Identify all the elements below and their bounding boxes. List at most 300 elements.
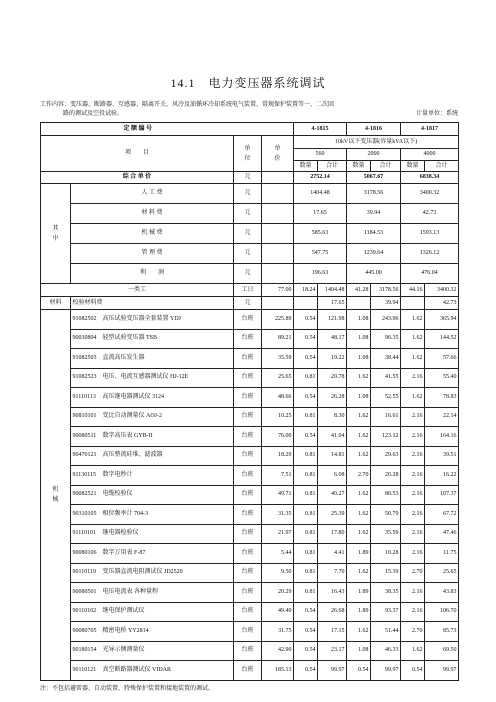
breakdown-value: 547.75 xyxy=(294,244,347,264)
machine-item xyxy=(71,602,234,622)
machine-name: 精密电桥 YY2814 xyxy=(102,627,149,634)
breakdown-group-label-text: 其中 xyxy=(52,225,59,242)
machine-price: 225.89 xyxy=(262,310,294,330)
machine-qty: 1.08 xyxy=(347,641,371,661)
summary-unit: 元 xyxy=(234,172,262,184)
breakdown-row xyxy=(41,244,459,264)
machine-price: 9.50 xyxy=(262,563,294,583)
machinery-group-label-text: 机械 xyxy=(52,486,59,503)
machine-name: 电缆校验仪 xyxy=(102,491,133,498)
machine-total: 26.28 xyxy=(318,388,347,408)
machine-price: 185.13 xyxy=(262,661,294,681)
machine-qty: 2.70 xyxy=(401,563,425,583)
machine-qty: 0.54 xyxy=(347,661,371,681)
machine-total: 10.28 xyxy=(371,544,401,564)
machine-name: 光导示侧测量仪 xyxy=(102,647,145,654)
machine-name: 轻型试验变压器 TSB xyxy=(102,335,158,342)
summary-value-2: 5067.67 xyxy=(347,172,401,184)
machine-qty: 1.62 xyxy=(401,388,425,408)
machine-qty: 2.16 xyxy=(401,368,425,388)
quota-code-3: 4-1817 xyxy=(401,123,459,136)
machine-total: 85.73 xyxy=(425,622,459,642)
machine-total: 80.53 xyxy=(371,485,401,505)
machine-qty: 2.70 xyxy=(401,622,425,642)
machine-item xyxy=(71,407,234,427)
machine-qty: 0.81 xyxy=(294,563,318,583)
machine-name: 继电器检验仪 xyxy=(102,530,139,537)
breakdown-price xyxy=(262,224,294,244)
labor-label: 一类工 xyxy=(41,284,234,297)
breakdown-value: 1326.12 xyxy=(401,244,459,264)
machine-code: 90110102 xyxy=(72,608,97,615)
machine-row xyxy=(41,368,459,388)
unit-label: 单位 xyxy=(234,136,262,172)
machine-total: 35.59 xyxy=(371,524,401,544)
machine-qty: 1.62 xyxy=(347,563,371,583)
machine-price: 18.29 xyxy=(262,446,294,466)
machine-row xyxy=(41,427,459,447)
labor-row xyxy=(41,284,459,297)
machine-total: 67.72 xyxy=(425,505,459,525)
machinery-group-label xyxy=(41,310,71,681)
machine-total: 99.97 xyxy=(318,661,347,681)
machine-total: 55.40 xyxy=(425,368,459,388)
machine-qty: 2.16 xyxy=(401,427,425,447)
material-total: 39.94 xyxy=(371,297,401,310)
machine-item xyxy=(71,583,234,603)
labor-total: 1404.48 xyxy=(318,284,347,297)
breakdown-row xyxy=(41,224,459,244)
breakdown-value: 1404.48 xyxy=(294,184,347,204)
machine-qty: 0.81 xyxy=(294,485,318,505)
machine-item xyxy=(71,329,234,349)
machine-qty: 1.62 xyxy=(401,310,425,330)
machine-qty: 1.62 xyxy=(347,407,371,427)
machine-row xyxy=(41,583,459,603)
quota-code-2: 4-1816 xyxy=(347,123,401,136)
category-label: 10kV以下变压器(容量kVA以下) xyxy=(294,136,459,149)
machine-code: 91082503 xyxy=(72,354,97,361)
work-content-line-2: 路的调试及空投试验。 xyxy=(63,111,124,117)
machine-row xyxy=(41,622,459,642)
machine-total: 69.50 xyxy=(425,641,459,661)
labor-total: 3400.32 xyxy=(425,284,459,297)
breakdown-price xyxy=(262,204,294,224)
machine-total: 17.15 xyxy=(318,622,347,642)
machine-price: 31.35 xyxy=(262,505,294,525)
machine-item xyxy=(71,524,234,544)
breakdown-value: 445.00 xyxy=(347,264,401,284)
machine-row xyxy=(41,602,459,622)
machine-unit: 台班 xyxy=(234,641,262,661)
machine-qty: 0.81 xyxy=(294,544,318,564)
machine-total: 11.75 xyxy=(425,544,459,564)
machine-qty: 1.89 xyxy=(347,602,371,622)
machine-qty: 0.54 xyxy=(294,388,318,408)
machine-item xyxy=(71,505,234,525)
machine-item xyxy=(71,544,234,564)
machine-row xyxy=(41,446,459,466)
machine-qty: 0.54 xyxy=(294,329,318,349)
machine-total: 121.98 xyxy=(318,310,347,330)
machine-qty: 0.81 xyxy=(294,505,318,525)
header-row-category xyxy=(41,136,459,149)
machine-code: 90082521 xyxy=(72,491,97,498)
machine-total: 4.41 xyxy=(318,544,347,564)
machine-qty: 1.08 xyxy=(347,310,371,330)
machine-price: 25.65 xyxy=(262,368,294,388)
labor-total: 3178.56 xyxy=(371,284,401,297)
machine-total: 123.12 xyxy=(371,427,401,447)
measure-unit: 计量单位：系统 xyxy=(415,111,458,117)
machine-name: 高压试验变压器全套装置 YDJ xyxy=(102,315,182,322)
machine-total: 39.51 xyxy=(425,446,459,466)
machine-name: 电压、电流互感器测试仪 HJ-12E xyxy=(102,374,189,381)
total-label: 合计 xyxy=(318,161,347,172)
section-title: 14.1 电力变压器系统调试 xyxy=(170,76,326,90)
machine-item xyxy=(71,485,234,505)
machine-unit: 台班 xyxy=(234,485,262,505)
machine-row xyxy=(41,329,459,349)
machine-qty: 1.62 xyxy=(347,485,371,505)
machine-name: 变比自动测量仪 AOJ-2 xyxy=(102,413,162,420)
machine-name: 继电保护测试仪 xyxy=(102,608,145,615)
machine-total: 243.96 xyxy=(371,310,401,330)
machine-item xyxy=(71,349,234,369)
machine-code: 91082523 xyxy=(72,374,97,381)
summary-price xyxy=(262,172,294,184)
machine-total: 29.63 xyxy=(371,446,401,466)
machine-qty: 2.16 xyxy=(401,485,425,505)
breakdown-unit: 元 xyxy=(234,224,262,244)
machine-qty: 1.08 xyxy=(347,349,371,369)
qty-label: 数量 xyxy=(294,161,318,172)
machine-code: 90180154 xyxy=(72,647,97,654)
machine-code: 90810101 xyxy=(72,413,97,420)
machine-item xyxy=(71,622,234,642)
breakdown-value: 476.04 xyxy=(401,264,459,284)
machine-price: 42.90 xyxy=(262,641,294,661)
machine-total: 16.61 xyxy=(371,407,401,427)
machine-item xyxy=(71,388,234,408)
machine-unit: 台班 xyxy=(234,661,262,681)
breakdown-price xyxy=(262,184,294,204)
machine-total: 8.30 xyxy=(318,407,347,427)
summary-value-1: 2752.14 xyxy=(294,172,347,184)
machine-price: 89.21 xyxy=(262,329,294,349)
machine-price: 48.66 xyxy=(262,388,294,408)
machine-total: 16.43 xyxy=(318,583,347,603)
breakdown-row xyxy=(41,204,459,224)
machine-row xyxy=(41,661,459,681)
machine-unit: 台班 xyxy=(234,427,262,447)
machine-qty: 1.62 xyxy=(347,368,371,388)
machine-total: 99.97 xyxy=(371,661,401,681)
machine-unit: 台班 xyxy=(234,388,262,408)
summary-value-3: 6838.34 xyxy=(401,172,459,184)
machine-total: 25.65 xyxy=(425,563,459,583)
work-content-line-1: 工作内容：变压器、断路器、互感器、隔离开关、风冷及油循环冷却系统电气装置、常规保护装置等一、二次回 xyxy=(40,102,335,108)
machine-total: 26.68 xyxy=(318,602,347,622)
breakdown-label: 管 理 费 xyxy=(71,244,234,264)
breakdown-price xyxy=(262,244,294,264)
machine-qty: 0.81 xyxy=(294,446,318,466)
machine-qty: 0.54 xyxy=(294,427,318,447)
machine-qty: 1.62 xyxy=(347,446,371,466)
breakdown-row xyxy=(41,264,459,284)
machine-unit: 台班 xyxy=(234,602,262,622)
quota-no-label: 定 额 编 号 xyxy=(41,123,294,136)
machine-qty: 1.89 xyxy=(347,544,371,564)
machine-qty: 0.81 xyxy=(294,466,318,486)
machine-qty: 1.89 xyxy=(347,583,371,603)
machine-name: 高压整流硅堆、滤波器 xyxy=(102,452,163,459)
machine-total: 48.17 xyxy=(318,329,347,349)
machine-name: 变压器直流电阻测试仪 JD2520 xyxy=(102,569,183,576)
breakdown-unit: 元 xyxy=(234,184,262,204)
machine-name: 数字电秒计 xyxy=(102,471,133,478)
machine-qty: 2.70 xyxy=(347,466,371,486)
machine-qty: 2.16 xyxy=(401,602,425,622)
machine-total: 93.37 xyxy=(371,602,401,622)
machine-code: 91110113 xyxy=(72,393,96,400)
labor-unit: 工日 xyxy=(234,284,262,297)
machine-total: 38.35 xyxy=(371,583,401,603)
breakdown-unit: 元 xyxy=(234,204,262,224)
machine-item xyxy=(71,641,234,661)
machine-total: 40.27 xyxy=(318,485,347,505)
footnote: 注：不包括避雷器、自动装置、特殊保护装置和接地装置的调试。 xyxy=(40,686,215,692)
labor-qty: 41.28 xyxy=(347,284,371,297)
machine-qty: 0.81 xyxy=(294,368,318,388)
machine-item xyxy=(71,446,234,466)
machine-qty: 1.62 xyxy=(401,329,425,349)
qty-label: 数量 xyxy=(401,161,425,172)
breakdown-label: 材 料 费 xyxy=(71,204,234,224)
breakdown-label: 利 润 xyxy=(71,264,234,284)
machine-price: 20.29 xyxy=(262,583,294,603)
labor-price: 77.00 xyxy=(262,284,294,297)
breakdown-value: 17.65 xyxy=(294,204,347,224)
machine-unit: 台班 xyxy=(234,524,262,544)
machine-code: 90470121 xyxy=(72,452,97,459)
material-price xyxy=(262,297,294,310)
machine-row xyxy=(41,544,459,564)
breakdown-value: 1184.53 xyxy=(347,224,401,244)
machine-qty: 0.54 xyxy=(294,349,318,369)
machine-row xyxy=(41,407,459,427)
machine-qty: 0.54 xyxy=(294,602,318,622)
machine-price: 7.51 xyxy=(262,466,294,486)
material-row xyxy=(41,297,459,310)
header-row-quota-no xyxy=(41,123,459,136)
machine-row xyxy=(41,505,459,525)
breakdown-value: 42.73 xyxy=(401,204,459,224)
machine-row xyxy=(41,485,459,505)
machine-price: 10.25 xyxy=(262,407,294,427)
machine-qty: 1.62 xyxy=(401,349,425,369)
breakdown-group-label xyxy=(41,184,71,284)
material-label: 校验材料费 xyxy=(71,297,234,310)
breakdown-unit: 元 xyxy=(234,244,262,264)
machine-qty: 0.54 xyxy=(294,310,318,330)
summary-row xyxy=(41,172,459,184)
machine-total: 78.83 xyxy=(425,388,459,408)
breakdown-label: 机 械 费 xyxy=(71,224,234,244)
machine-total: 20.28 xyxy=(371,466,401,486)
labor-qty: 44.16 xyxy=(401,284,425,297)
machine-unit: 台班 xyxy=(234,368,262,388)
total-label: 合计 xyxy=(425,161,459,172)
machine-name: 高压继电器测试仪 3124 xyxy=(102,393,165,400)
machine-unit: 台班 xyxy=(234,446,262,466)
machine-name: 数字高压表 GYB-II xyxy=(102,432,153,439)
machine-name: 电压电流表 各种量程 xyxy=(102,588,159,595)
machine-qty: 2.16 xyxy=(401,505,425,525)
machine-code: 90080106 xyxy=(72,549,97,556)
item-label: 项 目 xyxy=(41,136,234,172)
machine-price: 76.00 xyxy=(262,427,294,447)
machine-code: 90080511 xyxy=(72,432,97,439)
machine-code: 90030804 xyxy=(72,335,97,342)
breakdown-row xyxy=(41,184,459,204)
machine-qty: 0.81 xyxy=(294,524,318,544)
machine-qty: 2.16 xyxy=(401,583,425,603)
quota-table xyxy=(40,122,459,681)
capacity-1: 560 xyxy=(294,149,347,161)
machine-total: 107.37 xyxy=(425,485,459,505)
machine-item xyxy=(71,466,234,486)
machine-total: 14.81 xyxy=(318,446,347,466)
machine-total: 41.04 xyxy=(318,427,347,447)
machine-qty: 1.62 xyxy=(347,427,371,447)
material-total: 17.65 xyxy=(318,297,347,310)
breakdown-value: 1239.64 xyxy=(347,244,401,264)
quota-code-1: 4-1815 xyxy=(294,123,347,136)
machine-total: 15.39 xyxy=(371,563,401,583)
machine-qty: 2.16 xyxy=(401,544,425,564)
machine-qty: 2.16 xyxy=(401,446,425,466)
breakdown-value: 3178.56 xyxy=(347,184,401,204)
breakdown-value: 39.94 xyxy=(347,204,401,224)
breakdown-value: 585.63 xyxy=(294,224,347,244)
machine-total: 106.70 xyxy=(425,602,459,622)
machine-total: 46.33 xyxy=(371,641,401,661)
machine-qty: 1.62 xyxy=(401,641,425,661)
machine-total: 52.55 xyxy=(371,388,401,408)
machine-total: 41.55 xyxy=(371,368,401,388)
breakdown-value: 1593.13 xyxy=(401,224,459,244)
machine-total: 365.94 xyxy=(425,310,459,330)
machine-item xyxy=(71,368,234,388)
machine-qty: 0.54 xyxy=(294,661,318,681)
machine-price: 49.40 xyxy=(262,602,294,622)
machine-unit: 台班 xyxy=(234,310,262,330)
machine-unit: 台班 xyxy=(234,544,262,564)
machine-name: 数字万用表 F-87 xyxy=(102,549,146,556)
machine-qty: 1.08 xyxy=(347,329,371,349)
machine-row xyxy=(41,641,459,661)
machine-total: 43.83 xyxy=(425,583,459,603)
machine-unit: 台班 xyxy=(234,407,262,427)
machine-row xyxy=(41,466,459,486)
qty-label: 数量 xyxy=(347,161,371,172)
machine-unit: 台班 xyxy=(234,563,262,583)
machine-code: 90310105 xyxy=(72,510,97,517)
machine-row xyxy=(41,310,459,330)
machine-qty: 0.81 xyxy=(294,583,318,603)
machine-price: 5.44 xyxy=(262,544,294,564)
machine-total: 99.97 xyxy=(425,661,459,681)
breakdown-value: 196.63 xyxy=(294,264,347,284)
machine-code: 90110121 xyxy=(72,666,97,673)
machine-total: 22.14 xyxy=(425,407,459,427)
breakdown-label: 人 工 费 xyxy=(71,184,234,204)
machine-unit: 台班 xyxy=(234,505,262,525)
machine-total: 57.66 xyxy=(425,349,459,369)
machine-code: 90080705 xyxy=(72,627,97,634)
breakdown-value: 3400.32 xyxy=(401,184,459,204)
labor-qty: 18.24 xyxy=(294,284,318,297)
machine-qty: 0.54 xyxy=(401,661,425,681)
machine-total: 164.16 xyxy=(425,427,459,447)
machine-total: 144.52 xyxy=(425,329,459,349)
machine-unit: 台班 xyxy=(234,329,262,349)
machine-qty: 1.62 xyxy=(347,505,371,525)
breakdown-unit: 元 xyxy=(234,264,262,284)
machine-item xyxy=(71,427,234,447)
machine-code: 90110119 xyxy=(72,569,97,576)
machine-price: 21.97 xyxy=(262,524,294,544)
machine-unit: 台班 xyxy=(234,583,262,603)
machine-code: 91130115 xyxy=(72,471,97,478)
machine-name: 直流高压发生器 xyxy=(102,354,145,361)
machine-name: 相位频率计 704-3 xyxy=(102,510,148,517)
machine-qty: 2.16 xyxy=(401,466,425,486)
price-label: 单价 xyxy=(262,136,294,172)
material-group-label: 材料 xyxy=(41,297,71,310)
machine-qty: 0.54 xyxy=(294,622,318,642)
machine-price: 49.71 xyxy=(262,485,294,505)
machine-total: 7.70 xyxy=(318,563,347,583)
machine-price: 35.59 xyxy=(262,349,294,369)
machine-unit: 台班 xyxy=(234,466,262,486)
machine-total: 38.44 xyxy=(371,349,401,369)
machine-qty: 0.81 xyxy=(294,407,318,427)
machine-total: 17.80 xyxy=(318,524,347,544)
material-qty xyxy=(347,297,371,310)
machine-row xyxy=(41,524,459,544)
machine-row xyxy=(41,349,459,369)
material-unit: 元 xyxy=(234,297,262,310)
material-qty xyxy=(401,297,425,310)
material-total: 42.73 xyxy=(425,297,459,310)
machine-qty: 1.62 xyxy=(347,524,371,544)
machine-name: 真空断路器测试仪 VIDAR xyxy=(102,666,171,673)
machine-row xyxy=(41,563,459,583)
machine-total: 6.08 xyxy=(318,466,347,486)
machine-total: 23.17 xyxy=(318,641,347,661)
machine-unit: 台班 xyxy=(234,349,262,369)
summary-label: 综 合 单 价 xyxy=(41,172,234,184)
material-qty xyxy=(294,297,318,310)
machine-total: 51.44 xyxy=(371,622,401,642)
capacity-3: 4000 xyxy=(401,149,459,161)
machine-qty: 2.16 xyxy=(401,524,425,544)
total-label: 合计 xyxy=(371,161,401,172)
machine-total: 16.22 xyxy=(425,466,459,486)
machine-qty: 2.16 xyxy=(401,407,425,427)
